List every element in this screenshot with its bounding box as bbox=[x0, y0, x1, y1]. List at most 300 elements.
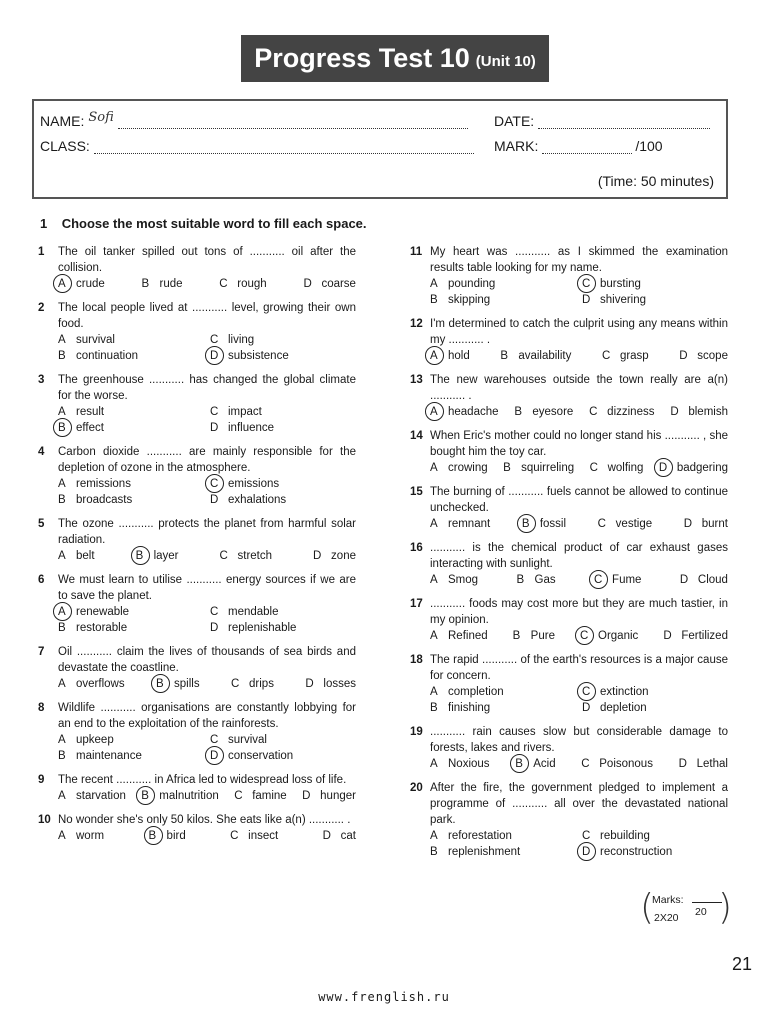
option-letter: A bbox=[430, 758, 438, 770]
option-d[interactable] bbox=[680, 572, 728, 588]
option-b[interactable] bbox=[500, 348, 571, 364]
option-letter: D bbox=[582, 702, 591, 714]
option-d[interactable] bbox=[313, 548, 356, 564]
questions-right-column bbox=[410, 244, 728, 868]
option-letter: B bbox=[516, 574, 525, 586]
question-9 bbox=[38, 772, 356, 804]
option-d-circled[interactable] bbox=[659, 460, 728, 476]
option-text: bursting bbox=[600, 278, 641, 290]
question-stem: The local people lived at ........... level, growing their own food. bbox=[58, 302, 356, 330]
question-stem: The ozone ........... protects the planet from harmful solar radiation. bbox=[58, 518, 356, 546]
option-b-circled[interactable] bbox=[58, 420, 204, 436]
option-d-circled[interactable] bbox=[582, 844, 728, 860]
name-label: NAME: bbox=[40, 113, 85, 129]
question-13 bbox=[410, 372, 728, 420]
option-d[interactable] bbox=[582, 292, 728, 308]
question-body bbox=[430, 484, 728, 532]
option-letter: C bbox=[582, 276, 600, 292]
option-letter: D bbox=[210, 622, 219, 634]
option-b-circled[interactable] bbox=[136, 548, 179, 564]
option-text: blemish bbox=[688, 406, 728, 418]
question-19 bbox=[410, 724, 728, 772]
option-c[interactable] bbox=[210, 732, 356, 748]
option-letter: A bbox=[58, 406, 66, 418]
option-letter: D bbox=[678, 758, 687, 770]
answer-options bbox=[430, 684, 728, 716]
question-body bbox=[430, 724, 728, 772]
option-b[interactable] bbox=[58, 620, 204, 636]
question-stem: The new warehouses outside the town really are a(n) ........... . bbox=[430, 374, 728, 402]
option-text: remissions bbox=[76, 478, 131, 490]
option-text: emissions bbox=[228, 478, 280, 490]
option-text: malnutrition bbox=[159, 790, 219, 802]
option-letter: C bbox=[580, 628, 598, 644]
option-text: drips bbox=[249, 678, 274, 690]
option-text: subsistence bbox=[228, 350, 289, 362]
option-d-circled[interactable] bbox=[210, 748, 356, 764]
option-text: Organic bbox=[598, 630, 639, 642]
option-d-circled[interactable] bbox=[210, 348, 356, 364]
option-c[interactable] bbox=[589, 404, 654, 420]
option-letter: B bbox=[58, 350, 66, 362]
answer-options bbox=[430, 460, 728, 476]
option-a-circled[interactable] bbox=[430, 348, 470, 364]
option-letter: D bbox=[582, 294, 591, 306]
option-d[interactable] bbox=[679, 348, 728, 364]
question-body bbox=[58, 644, 356, 692]
question-16 bbox=[410, 540, 728, 588]
option-b[interactable] bbox=[513, 628, 555, 644]
option-text: pounding bbox=[448, 278, 496, 290]
option-letter: C bbox=[230, 830, 239, 842]
option-letter: B bbox=[430, 846, 438, 858]
option-letter: D bbox=[679, 574, 689, 586]
option-b-circled[interactable] bbox=[515, 756, 555, 772]
option-letter: D bbox=[210, 348, 228, 364]
option-letter: B bbox=[512, 630, 521, 642]
option-text: upkeep bbox=[76, 734, 114, 746]
option-a[interactable] bbox=[58, 732, 204, 748]
mark-field[interactable] bbox=[494, 138, 663, 154]
option-letter: B bbox=[58, 494, 66, 506]
option-b[interactable] bbox=[58, 492, 204, 508]
option-b-circled[interactable] bbox=[522, 516, 566, 532]
option-c[interactable] bbox=[234, 788, 287, 804]
option-letter: A bbox=[58, 734, 66, 746]
option-d[interactable] bbox=[210, 620, 356, 636]
question-number: 15 bbox=[410, 486, 423, 498]
question-body bbox=[430, 428, 728, 476]
question-number: 14 bbox=[410, 430, 423, 442]
option-d[interactable] bbox=[323, 828, 356, 844]
question-stem: We must learn to utilise ........... energy sources if we are to save the planet. bbox=[58, 574, 356, 602]
option-a[interactable] bbox=[58, 404, 204, 420]
question-20 bbox=[410, 780, 728, 860]
question-stem: When Eric's mother could no longer stand his ........... , she bought him the toy car. bbox=[430, 430, 728, 458]
option-text: Gas bbox=[534, 574, 556, 586]
option-c[interactable] bbox=[602, 348, 649, 364]
option-a[interactable] bbox=[430, 572, 478, 588]
answer-options bbox=[58, 732, 356, 764]
option-text: rough bbox=[237, 278, 267, 290]
question-number: 11 bbox=[410, 246, 423, 258]
date-dots bbox=[538, 116, 710, 129]
option-text: impact bbox=[228, 406, 262, 418]
option-text: Lethal bbox=[696, 758, 728, 770]
option-letter: B bbox=[500, 350, 508, 362]
option-text: losses bbox=[323, 678, 356, 690]
question-number: 10 bbox=[38, 814, 51, 826]
option-text: Acid bbox=[533, 758, 556, 770]
option-text: survival bbox=[76, 334, 115, 346]
option-letter: A bbox=[430, 518, 438, 530]
question-body bbox=[58, 812, 356, 844]
option-letter: A bbox=[58, 604, 76, 620]
question-number: 8 bbox=[38, 702, 45, 714]
option-text: overflows bbox=[76, 678, 125, 690]
option-a-circled[interactable] bbox=[430, 404, 499, 420]
question-body bbox=[430, 780, 728, 860]
question-stem: My heart was ........... as I skimmed the examination results table looking for my name. bbox=[430, 246, 728, 274]
question-stem: The greenhouse ........... has changed the global climate for the worse. bbox=[58, 374, 356, 402]
answer-options bbox=[430, 572, 728, 588]
option-c-circled[interactable] bbox=[210, 476, 356, 492]
question-body bbox=[430, 244, 728, 308]
option-text: continuation bbox=[76, 350, 139, 362]
option-c[interactable] bbox=[582, 828, 728, 844]
option-letter: D bbox=[683, 518, 693, 530]
option-letter: A bbox=[430, 348, 448, 364]
question-11 bbox=[410, 244, 728, 308]
option-c[interactable] bbox=[231, 676, 274, 692]
answer-options bbox=[58, 476, 356, 508]
option-letter: B bbox=[515, 756, 533, 772]
option-text: broadcasts bbox=[76, 494, 133, 506]
time-limit: (Time: 50 minutes) bbox=[597, 173, 714, 189]
test-unit: (Unit 10) bbox=[475, 53, 536, 70]
option-text: Cloud bbox=[697, 574, 728, 586]
option-text: bird bbox=[166, 830, 186, 842]
option-a[interactable] bbox=[58, 332, 204, 348]
option-a[interactable] bbox=[430, 460, 488, 476]
option-text: layer bbox=[153, 550, 179, 562]
option-b[interactable] bbox=[430, 292, 576, 308]
option-letter: A bbox=[58, 478, 66, 490]
option-b-circled[interactable] bbox=[156, 676, 200, 692]
option-b[interactable] bbox=[514, 404, 573, 420]
question-stem: Carbon dioxide ........... are mainly responsible for the depletion of ozone in the atmosphere. bbox=[58, 446, 356, 474]
option-letter: C bbox=[582, 830, 591, 842]
option-letter: C bbox=[210, 406, 219, 418]
option-text: famine bbox=[252, 790, 287, 802]
option-text: crude bbox=[76, 278, 105, 290]
option-text: conservation bbox=[228, 750, 294, 762]
question-17 bbox=[410, 596, 728, 644]
option-c[interactable] bbox=[598, 516, 652, 532]
option-text: crowing bbox=[448, 462, 488, 474]
option-text: replenishable bbox=[228, 622, 297, 634]
option-letter: C bbox=[231, 678, 240, 690]
option-text: Refined bbox=[448, 630, 488, 642]
option-b[interactable] bbox=[58, 748, 204, 764]
option-letter: A bbox=[430, 630, 438, 642]
option-a[interactable] bbox=[430, 756, 490, 772]
option-a[interactable] bbox=[58, 476, 204, 492]
option-letter: D bbox=[210, 748, 228, 764]
option-text: hunger bbox=[320, 790, 356, 802]
question-body bbox=[58, 772, 356, 804]
mark-dots bbox=[542, 141, 632, 154]
option-a[interactable] bbox=[58, 676, 125, 692]
section-text: Choose the most suitable word to fill each space. bbox=[61, 216, 367, 231]
date-field[interactable] bbox=[494, 113, 710, 129]
option-letter: C bbox=[210, 606, 219, 618]
option-d[interactable] bbox=[582, 700, 728, 716]
option-b[interactable] bbox=[503, 460, 574, 476]
option-c[interactable] bbox=[210, 404, 356, 420]
option-d[interactable] bbox=[305, 676, 356, 692]
option-text: insect bbox=[248, 830, 279, 842]
option-text: maintenance bbox=[76, 750, 142, 762]
option-letter: A bbox=[58, 830, 66, 842]
question-stem: After the fire, the government pledged to implement a programme of ........... all over the devastated national park. bbox=[430, 782, 728, 826]
option-text: Fume bbox=[612, 574, 642, 586]
option-a[interactable] bbox=[58, 788, 126, 804]
option-text: dizziness bbox=[607, 406, 655, 418]
option-letter: B bbox=[141, 278, 150, 290]
test-title: Progress Test 10 bbox=[254, 43, 470, 73]
option-text: eyesore bbox=[532, 406, 574, 418]
question-4 bbox=[38, 444, 356, 508]
option-c[interactable] bbox=[210, 332, 356, 348]
option-letter: C bbox=[210, 476, 228, 492]
option-text: exhalations bbox=[228, 494, 287, 506]
option-d[interactable] bbox=[679, 756, 728, 772]
section-number: 1 bbox=[40, 216, 48, 231]
name-value: Sofi bbox=[88, 110, 114, 125]
option-a[interactable] bbox=[58, 828, 104, 844]
question-stem: ........... rain causes slow but considerable damage to forests, lakes and rivers. bbox=[430, 726, 728, 754]
option-text: Pure bbox=[530, 630, 555, 642]
option-text: survival bbox=[228, 734, 267, 746]
question-number: 1 bbox=[38, 246, 45, 258]
option-a-circled[interactable] bbox=[58, 276, 105, 292]
option-d[interactable] bbox=[210, 492, 356, 508]
option-text: belt bbox=[76, 550, 95, 562]
option-b[interactable] bbox=[142, 276, 183, 292]
option-d[interactable] bbox=[303, 276, 356, 292]
option-text: badgering bbox=[676, 462, 728, 474]
option-letter: B bbox=[149, 828, 167, 844]
name-dots bbox=[118, 116, 468, 129]
option-c-circled[interactable] bbox=[582, 276, 728, 292]
question-number: 18 bbox=[410, 654, 423, 666]
question-stem: ........... foods may cost more but they are much tastier, in my opinion. bbox=[430, 598, 728, 626]
option-letter: B bbox=[430, 702, 438, 714]
option-letter: B bbox=[156, 676, 174, 692]
option-letter: D bbox=[659, 460, 677, 476]
bracket-left: ( bbox=[640, 887, 655, 928]
option-b-circled[interactable] bbox=[141, 788, 218, 804]
question-body bbox=[58, 700, 356, 764]
mark-label: MARK: bbox=[494, 138, 539, 154]
option-a[interactable] bbox=[430, 276, 576, 292]
option-letter: C bbox=[210, 734, 219, 746]
option-text: skipping bbox=[448, 294, 491, 306]
option-letter: C bbox=[589, 406, 598, 418]
bracket-right: ) bbox=[717, 887, 732, 928]
question-1 bbox=[38, 244, 356, 292]
option-letter: A bbox=[430, 574, 438, 586]
option-text: squirreling bbox=[521, 462, 575, 474]
question-number: 2 bbox=[38, 302, 45, 314]
question-stem: The recent ........... in Africa led to widespread loss of life. bbox=[58, 774, 347, 786]
question-body bbox=[58, 300, 356, 364]
option-b[interactable] bbox=[58, 348, 204, 364]
option-c[interactable] bbox=[220, 548, 273, 564]
question-6 bbox=[38, 572, 356, 636]
question-stem: No wonder she's only 50 kilos. She eats like a(n) ........... . bbox=[58, 814, 351, 826]
option-b[interactable] bbox=[517, 572, 556, 588]
option-letter: D bbox=[302, 790, 311, 802]
answer-options bbox=[58, 828, 356, 844]
question-14 bbox=[410, 428, 728, 476]
option-a[interactable] bbox=[58, 548, 95, 564]
question-number: 3 bbox=[38, 374, 45, 386]
option-letter: A bbox=[430, 830, 438, 842]
option-a[interactable] bbox=[430, 684, 576, 700]
option-text: Noxious bbox=[448, 758, 490, 770]
question-body bbox=[430, 372, 728, 420]
option-c[interactable] bbox=[581, 756, 653, 772]
option-text: stretch bbox=[237, 550, 273, 562]
option-letter: B bbox=[522, 516, 540, 532]
answer-options bbox=[430, 828, 728, 860]
question-stem: The oil tanker spilled out tons of ........... oil after the collision. bbox=[58, 246, 356, 274]
option-text: headache bbox=[448, 406, 499, 418]
option-letter: B bbox=[58, 750, 66, 762]
option-c[interactable] bbox=[210, 604, 356, 620]
option-a[interactable] bbox=[430, 828, 576, 844]
question-number: 12 bbox=[410, 318, 423, 330]
option-d[interactable] bbox=[670, 404, 728, 420]
option-text: scope bbox=[697, 350, 728, 362]
question-number: 13 bbox=[410, 374, 423, 386]
date-label: DATE: bbox=[494, 113, 535, 129]
option-text: hold bbox=[448, 350, 470, 362]
option-d[interactable] bbox=[210, 420, 356, 436]
option-letter: A bbox=[58, 276, 76, 292]
option-text: influence bbox=[228, 422, 275, 434]
question-body bbox=[430, 540, 728, 588]
option-letter: D bbox=[322, 830, 331, 842]
test-title-banner bbox=[241, 35, 549, 82]
option-c[interactable] bbox=[590, 460, 644, 476]
option-d[interactable] bbox=[684, 516, 728, 532]
answer-options bbox=[58, 276, 356, 292]
option-a-circled[interactable] bbox=[58, 604, 204, 620]
option-text: finishing bbox=[448, 702, 491, 714]
option-a[interactable] bbox=[430, 628, 488, 644]
question-number: 7 bbox=[38, 646, 45, 658]
option-letter: A bbox=[430, 686, 438, 698]
option-letter: B bbox=[141, 788, 159, 804]
question-number: 17 bbox=[410, 598, 423, 610]
answer-options bbox=[58, 548, 356, 564]
option-a[interactable] bbox=[430, 516, 490, 532]
question-5 bbox=[38, 516, 356, 564]
option-letter: A bbox=[58, 334, 66, 346]
option-letter: C bbox=[234, 790, 243, 802]
option-d[interactable] bbox=[302, 788, 356, 804]
option-b[interactable] bbox=[430, 844, 576, 860]
question-number: 6 bbox=[38, 574, 45, 586]
option-letter: B bbox=[58, 622, 66, 634]
option-letter: D bbox=[663, 630, 672, 642]
option-text: zone bbox=[331, 550, 356, 562]
option-letter: B bbox=[503, 462, 511, 474]
option-c-circled[interactable] bbox=[594, 572, 641, 588]
marks-label: Marks: bbox=[652, 894, 684, 906]
option-letter: A bbox=[430, 462, 438, 474]
option-text: wolfing bbox=[607, 462, 644, 474]
option-letter: C bbox=[601, 350, 611, 362]
question-number: 20 bbox=[410, 782, 423, 794]
answer-options bbox=[58, 676, 356, 692]
option-c[interactable] bbox=[230, 828, 278, 844]
option-letter: A bbox=[430, 278, 438, 290]
question-number: 5 bbox=[38, 518, 45, 530]
class-dots bbox=[94, 141, 474, 154]
question-10 bbox=[38, 812, 356, 844]
option-letter: D bbox=[313, 550, 322, 562]
option-text: availability bbox=[518, 350, 572, 362]
option-text: spills bbox=[174, 678, 200, 690]
option-c[interactable] bbox=[219, 276, 266, 292]
question-8 bbox=[38, 700, 356, 764]
option-text: fossil bbox=[539, 518, 567, 530]
option-c-circled[interactable] bbox=[582, 684, 728, 700]
option-letter: A bbox=[58, 550, 66, 562]
question-number: 9 bbox=[38, 774, 45, 786]
name-field[interactable] bbox=[40, 110, 468, 129]
question-body bbox=[58, 516, 356, 564]
option-c-circled[interactable] bbox=[580, 628, 638, 644]
option-b[interactable] bbox=[430, 700, 576, 716]
option-text: replenishment bbox=[448, 846, 521, 858]
option-d[interactable] bbox=[663, 628, 728, 644]
class-field[interactable] bbox=[40, 138, 474, 154]
option-letter: D bbox=[303, 278, 312, 290]
question-stem: The burning of ........... fuels cannot be allowed to continue unchecked. bbox=[430, 486, 728, 514]
question-number: 19 bbox=[410, 726, 423, 738]
option-letter: D bbox=[210, 494, 219, 506]
option-letter: C bbox=[581, 758, 590, 770]
section-instruction bbox=[40, 216, 367, 231]
option-text: reforestation bbox=[448, 830, 512, 842]
option-letter: C bbox=[597, 518, 606, 530]
question-stem: The rapid ........... of the earth's resources is a major cause for concern. bbox=[430, 654, 728, 682]
question-stem: I'm determined to catch the culprit using any means within my ........... . bbox=[430, 318, 728, 346]
option-text: rebuilding bbox=[600, 830, 650, 842]
answer-options bbox=[58, 604, 356, 636]
marks-total: 20 bbox=[695, 906, 707, 918]
option-letter: B bbox=[514, 406, 523, 418]
option-text: Fertilized bbox=[681, 630, 728, 642]
option-text: renewable bbox=[76, 606, 130, 618]
option-text: burnt bbox=[701, 518, 728, 530]
option-b-circled[interactable] bbox=[149, 828, 186, 844]
